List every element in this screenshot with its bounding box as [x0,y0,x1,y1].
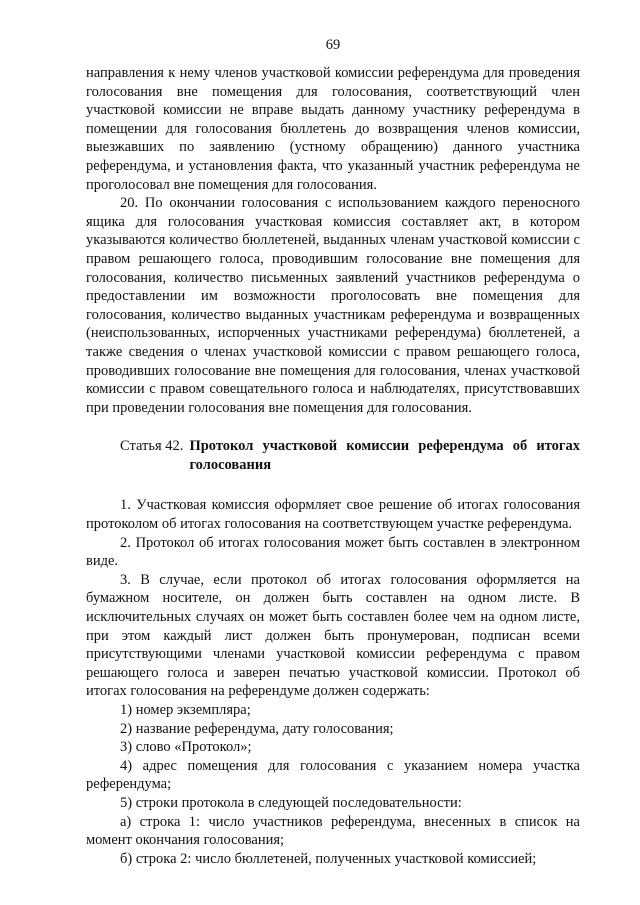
list-item: 5) строки протокола в следующей последовательности: [120,794,462,811]
article-title: Протокол участковой комиссии референдума об итогах голосования [189,438,580,473]
list-item: 1) номер экземпляра; [120,702,251,718]
protocol-contents-list [86,701,580,868]
list-item: а) строка 1: число участников референдума, внесенных в список на момент окончания голосования; [86,813,580,849]
article-heading [86,437,580,474]
list-item: 4) адрес помещения для голосования с указанием номера участка референдума; [86,757,580,793]
article-paragraph-3: 3. В случае, если протокол об итогах голосования оформляется на бумажном носителе, он должен быть составлен на одном листе. В исключительных случаях он может быть составлен более чем на одном листе, при этом каждый лист должен быть пронумерован, подписан всеми присутствующими членами участковой комиссии референдума с правом решающего голоса и заверен печатью участковой комиссии. Протокол об итогах голосования на референдуме должен содержать: [86,571,580,700]
paragraph-item-20: 20. По окончании голосования с использованием каждого переносного ящика для голосования участковая комиссия составляет акт, в котором указываются количество бюллетеней, выданных членам участковой комиссии с правом решающего голоса, проводившим голосование вне помещения для голосования, количество письменных заявлений участников референдума о предоставлении им возможности проголосовать вне помещения для голосования, количество выданных участникам референдума и возвращенных (неиспользованных, испорченных участниками референдума) бюллетеней, а также сведения о членах участковой комиссии с правом решающего голоса, проводивших голосование вне помещения для голосования, членах участковой комиссии с правом совещательного голоса и наблюдателях, присутствовавших при проведении голосования вне помещения для голосования. [86,195,580,416]
article-paragraph-1: 1. Участковая комиссия оформляет свое решение об итогах голосования протоколом об итогах голосования на соответствующем участке референдума. [86,497,580,533]
article-label: Статья 42. [120,438,184,455]
list-item: б) строка 2: число бюллетеней, полученных участковой комиссией; [120,850,537,867]
article-paragraph-2: 2. Протокол об итогах голосования может быть составлен в электронном виде. [86,534,580,570]
paragraph-continuation: направления к нему членов участковой комиссии референдума для проведения голосования вне помещения для голосования, соответствующий член участковой комиссии не вправе выдать данному участнику референдума в помещении для голосования бюллетень до возвращения членов комиссии, выезжавших по заявлению (устному обращению) данного участника референдума, и установления факта, что указанный участник референдума не проголосовал вне помещения для голосования. [86,65,580,193]
list-item: 3) слово «Протокол»; [120,739,252,756]
list-item: 2) название референдума, дату голосования; [120,720,394,737]
page-number: 69 [325,37,341,53]
